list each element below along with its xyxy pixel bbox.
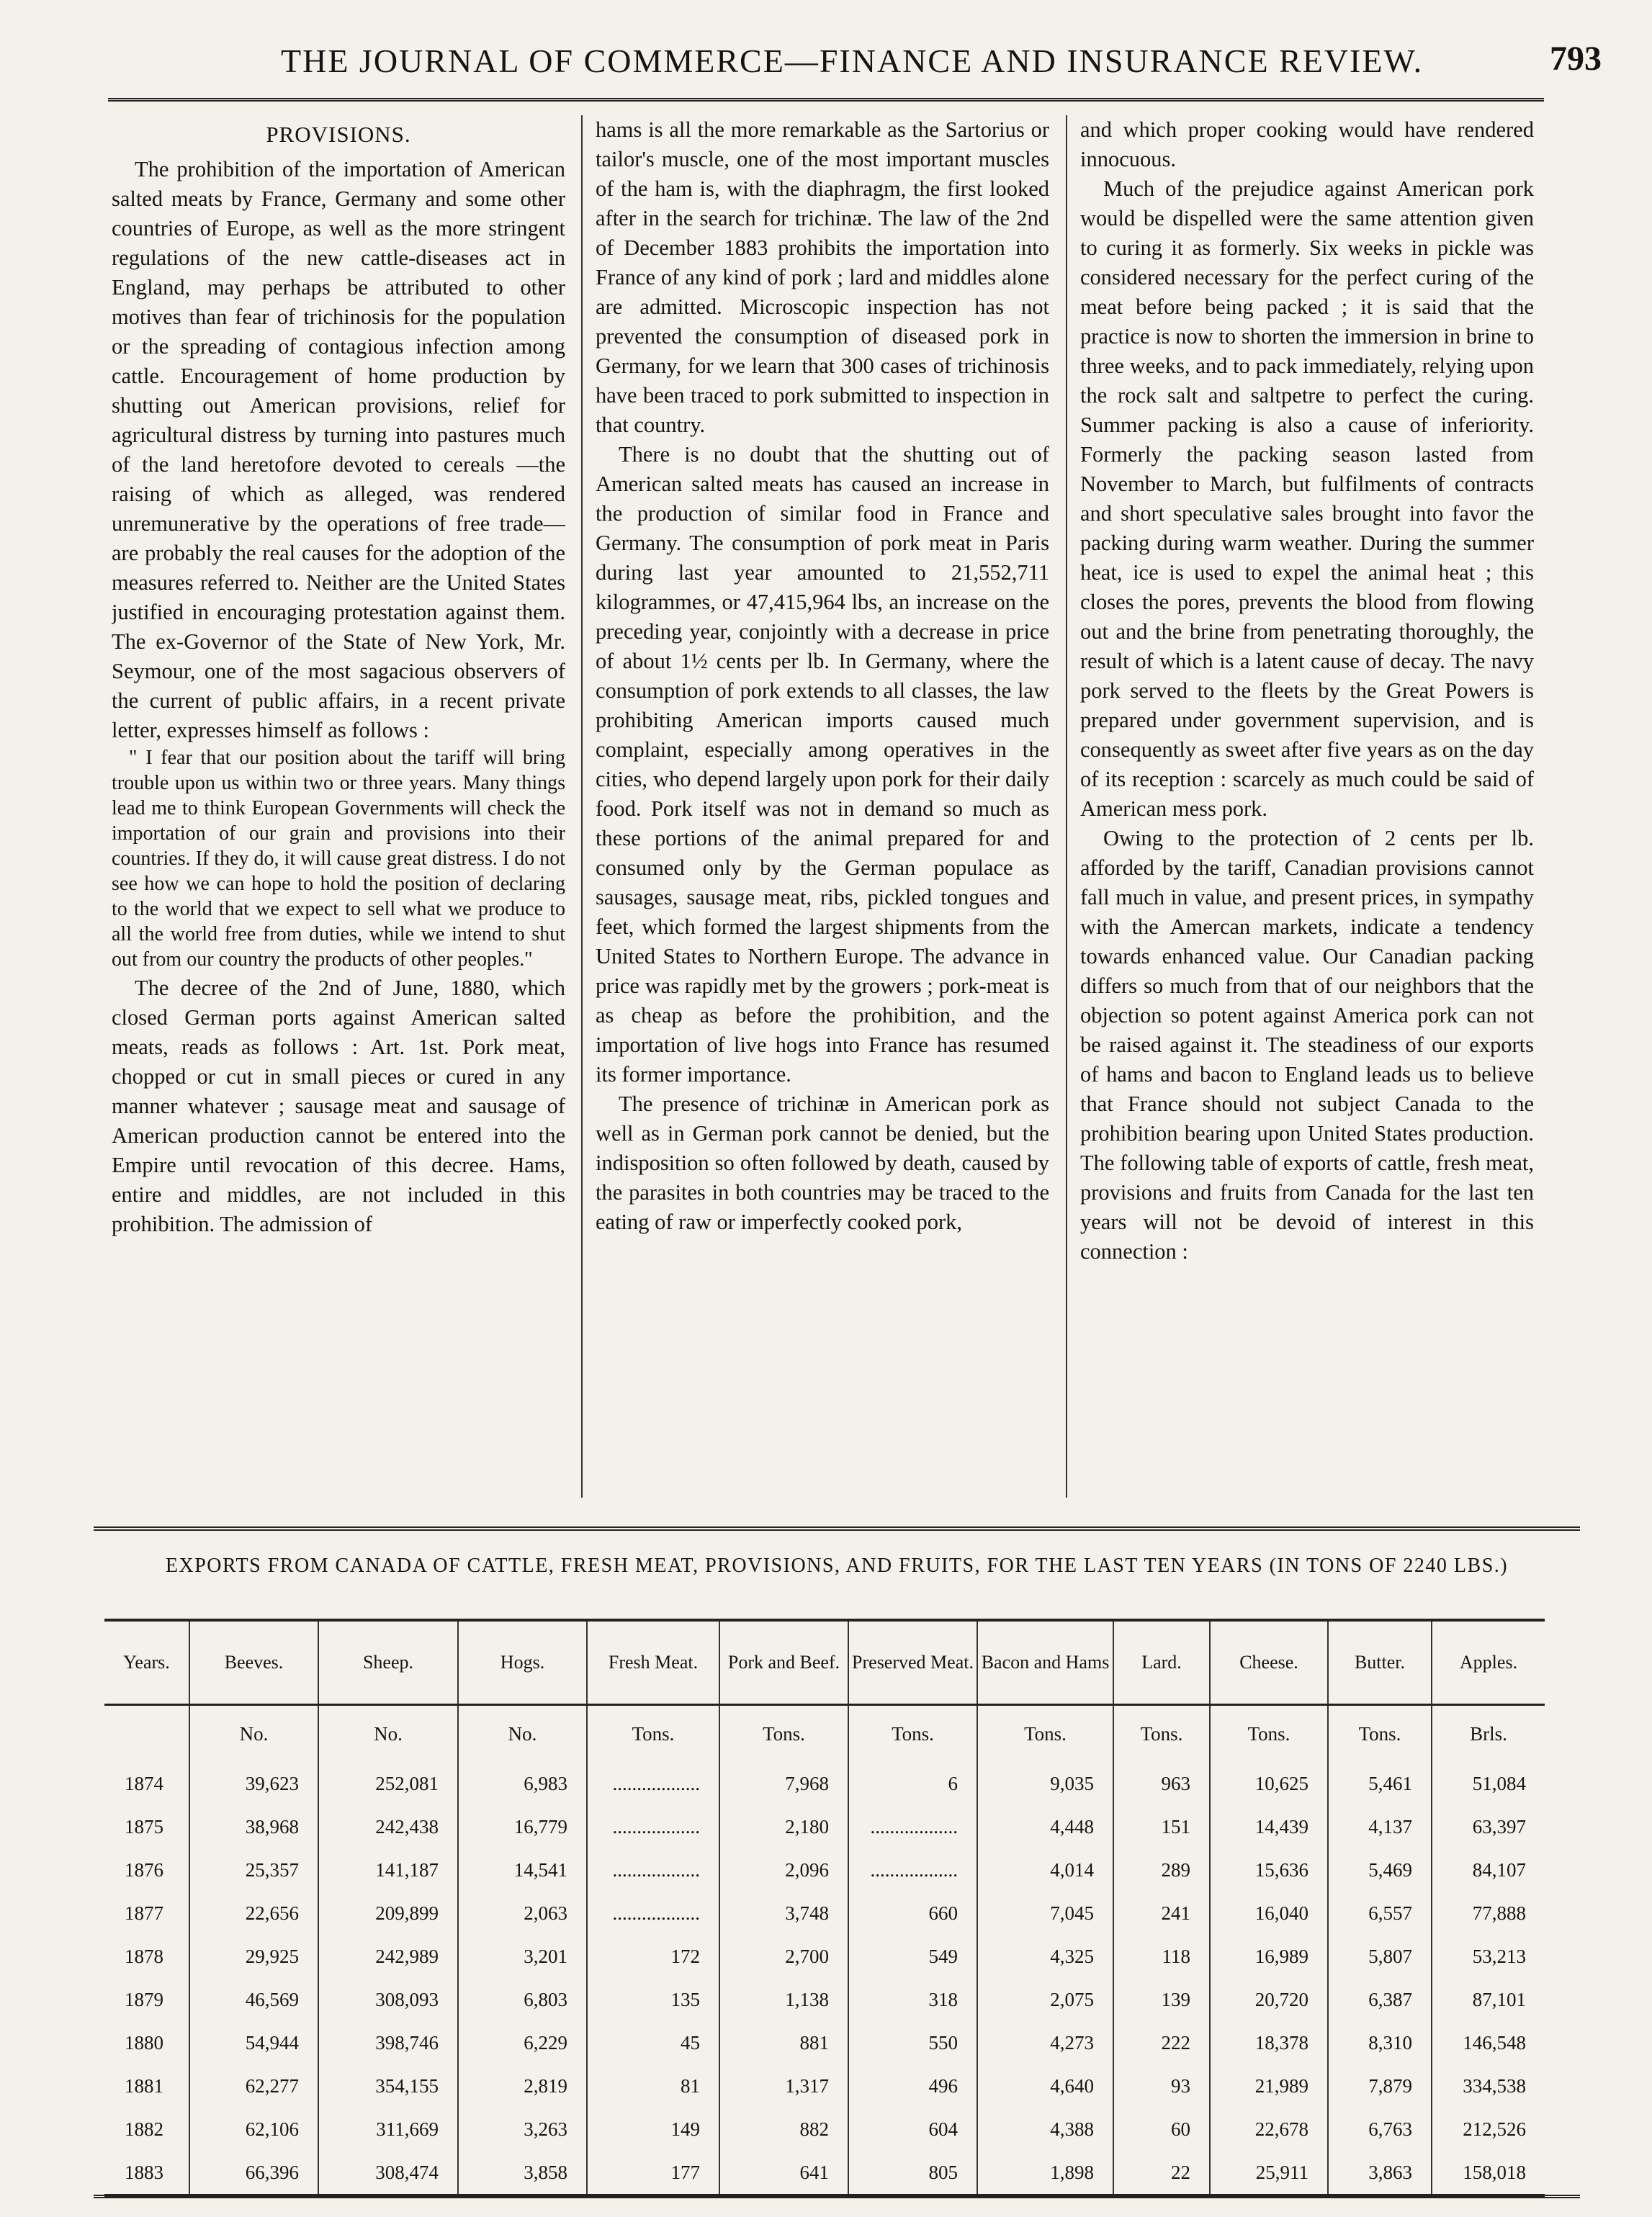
- value-cell: 1,317: [719, 2064, 848, 2108]
- paragraph: Owing to the protection of 2 cents per lb. afforded by the tariff, Canadian provisions cannot fall much in value, and present prices, in sympathy with the Amercan markets, indicate a tendency towards enhanced value. Our Canadian packing differs so much from that of our neighbors that the objection so potent against America pork can not be raised against it. The steadiness of our exports of hams and bacon to England leads us to believe that France should not subject Canada to the prohibition bearing upon United States production. The following table of exports of cattle, fresh meat, provisions and fruits from Canada for the last ten years will not be devoid of interest in this connection :: [1080, 826, 1534, 1264]
- value-cell: ..................: [848, 1848, 977, 1892]
- value-cell: 6,387: [1328, 1978, 1432, 2021]
- value-cell: 289: [1113, 1848, 1210, 1892]
- table-header-row: [104, 1620, 1545, 1705]
- year-cell: 1874: [104, 1762, 189, 1805]
- value-cell: 6,803: [458, 1978, 587, 2021]
- table-row: [104, 2151, 1545, 2195]
- column-header: Beeves.: [189, 1620, 318, 1705]
- value-cell: 242,989: [318, 1935, 458, 1978]
- column-header: Years.: [104, 1620, 189, 1705]
- value-cell: 354,155: [318, 2064, 458, 2108]
- value-cell: 311,669: [318, 2108, 458, 2151]
- table-row: [104, 1762, 1545, 1805]
- value-cell: 7,045: [977, 1892, 1113, 1935]
- value-cell: 318: [848, 1978, 977, 2021]
- value-cell: 16,040: [1210, 1892, 1328, 1935]
- value-cell: 151: [1113, 1805, 1210, 1848]
- value-cell: 496: [848, 2064, 977, 2108]
- paragraph: hams is all the more remarkable as the Sartorius or tailor's muscle, one of the most important muscles of the ham is, with the diaphragm, the first looked after in the search for trichinæ. The law of the 2nd of December 1883 prohibits the importation into France of any kind of pork ; lard and middles alone are admitted. Microscopic inspection has not prevented the consumption of diseased pork in Germany, for we learn that 300 cases of trichinosis have been traced to pork submitted to inspection in that country.: [596, 117, 1049, 437]
- seymour-quote: " I fear that our position about the tariff will bring trouble upon us within two or three years. Many things lead me to think European Governments will check the importation of our grain and provisions into their countries. If they do, it will cause great distress. I do not see how we can hope to hold the position of declaring to the world that we expect to sell what we produce to all the world free from duties, while we intend to shut out from our country the products of other peoples.": [112, 747, 565, 971]
- value-cell: 93: [1113, 2064, 1210, 2108]
- value-cell: 149: [587, 2108, 719, 2151]
- column-header: Sheep.: [318, 1620, 458, 1705]
- bottom-rule: [94, 2195, 1580, 2198]
- value-cell: 881: [719, 2021, 848, 2064]
- unit-cell: Tons.: [719, 1705, 848, 1763]
- value-cell: 308,474: [318, 2151, 458, 2195]
- value-cell: 4,137: [1328, 1805, 1432, 1848]
- value-cell: 14,439: [1210, 1805, 1328, 1848]
- value-cell: 5,469: [1328, 1848, 1432, 1892]
- value-cell: 77,888: [1472, 1902, 1526, 1924]
- column-header: Lard.: [1113, 1620, 1210, 1705]
- value-cell: 4,014: [977, 1848, 1113, 1892]
- value-cell: 550: [848, 2021, 977, 2064]
- year-cell: 1883: [104, 2151, 189, 2195]
- value-cell: 21,989: [1210, 2064, 1328, 2108]
- value-cell: 16,779: [458, 1805, 587, 1848]
- column-header: Butter.: [1328, 1620, 1432, 1705]
- value-cell: 60: [1113, 2108, 1210, 2151]
- paragraph: The presence of trichinæ in American pork as well as in German pork cannot be denied, but the indisposition so often followed by death, caused by the parasites in both countries may be traced to the eating of raw or imperfectly cooked pork,: [596, 1092, 1049, 1234]
- table-row: [104, 2021, 1545, 2064]
- value-cell: 177: [587, 2151, 719, 2195]
- value-cell: 3,858: [458, 2151, 587, 2195]
- value-cell: 3,863: [1328, 2151, 1432, 2195]
- value-cell: 18,378: [1210, 2021, 1328, 2064]
- value-cell: 5,461: [1328, 1762, 1432, 1805]
- table-row: [104, 1848, 1545, 1892]
- value-cell: 29,925: [189, 1935, 318, 1978]
- value-cell: 22: [1113, 2151, 1210, 2195]
- value-cell: ..................: [848, 1805, 977, 1848]
- value-cell: 4,273: [977, 2021, 1113, 2064]
- value-cell: ..................: [587, 1805, 719, 1848]
- value-cell: 15,636: [1210, 1848, 1328, 1892]
- header-rule: [108, 98, 1544, 102]
- table-top-rule: [94, 1526, 1580, 1531]
- value-cell: 46,569: [189, 1978, 318, 2021]
- value-cell: 222: [1113, 2021, 1210, 2064]
- value-cell: 62,277: [189, 2064, 318, 2108]
- value-cell: 242,438: [318, 1805, 458, 1848]
- year-cell: 1881: [104, 2064, 189, 2108]
- unit-cell: Tons.: [587, 1705, 719, 1763]
- unit-cell: No.: [458, 1705, 587, 1763]
- value-cell: 25,911: [1210, 2151, 1328, 2195]
- year-cell: 1882: [104, 2108, 189, 2151]
- value-cell: 38,968: [189, 1805, 318, 1848]
- column-header: Pork and Beef.: [719, 1620, 848, 1705]
- unit-cell: Tons.: [1210, 1705, 1328, 1763]
- table-body: [104, 1705, 1545, 2196]
- table-row: [104, 2064, 1545, 2108]
- units-row: [104, 1705, 1545, 1763]
- running-head: [108, 37, 1609, 88]
- value-cell: 158,018: [1432, 2151, 1545, 2195]
- paragraph: Much of the prejudice against American pork would be dispelled were the same attention given to curing it as formerly. Six weeks in pickle was considered necessary for the perfect curing of the meat before being packed ; it is said that the practice is now to shorten the immersion in brine to three weeks, and to pack immediately, relying upon the rock salt and saltpetre to perfect the curing. Summer packing is also a cause of inferiority. Formerly the packing season lasted from November to March, but fulfilments of contracts and short speculative sales brought into favor the packing during warm weather. During the summer heat, ice is used to expel the animal heat ; this closes the pores, prevents the blood from flowing out and the brine from penetrating thoroughly, the result of which is a latent cause of decay. The navy pork served to the fleets by the Great Powers is prepared under government supervision, and is consequently as sweet after five years as on the day of its reception : scarcely as much could be said of American mess pork.: [1080, 176, 1534, 821]
- column-header: Preserved Meat.: [848, 1620, 977, 1705]
- value-cell: 4,388: [977, 2108, 1113, 2151]
- exports-table: [104, 1619, 1545, 2197]
- value-cell: 3,263: [458, 2108, 587, 2151]
- value-cell: 53,213: [1472, 1945, 1526, 1967]
- value-cell: 135: [587, 1978, 719, 2021]
- unit-cell: No.: [189, 1705, 318, 1763]
- value-cell: ..................: [587, 1762, 719, 1805]
- value-cell: 141,187: [318, 1848, 458, 1892]
- value-cell: 805: [848, 2151, 977, 2195]
- value-cell: 3,748: [719, 1892, 848, 1935]
- value-cell: 6: [848, 1762, 977, 1805]
- value-cell: 6,229: [458, 2021, 587, 2064]
- column-header: Hogs.: [458, 1620, 587, 1705]
- value-cell: 146,548: [1463, 2031, 1526, 2054]
- value-cell: 16,989: [1210, 1935, 1328, 1978]
- value-cell: 3,201: [458, 1935, 587, 1978]
- value-cell: 5,807: [1328, 1935, 1432, 1978]
- value-cell: 209,899: [318, 1892, 458, 1935]
- table-row: [104, 1978, 1545, 2021]
- article-column-3: [1080, 115, 1534, 1498]
- year-cell: 1879: [104, 1978, 189, 2021]
- column-header: Bacon and Hams: [977, 1620, 1113, 1705]
- value-cell: 1,898: [977, 2151, 1113, 2195]
- value-cell: 660: [848, 1892, 977, 1935]
- value-cell: 7,968: [719, 1762, 848, 1805]
- year-cell: 1878: [104, 1935, 189, 1978]
- value-cell: 84,107: [1472, 1858, 1526, 1881]
- table-row: [104, 1935, 1545, 1978]
- unit-cell: No.: [318, 1705, 458, 1763]
- value-cell: 66,396: [189, 2151, 318, 2195]
- value-cell: 241: [1113, 1892, 1210, 1935]
- table-row: [104, 1892, 1545, 1935]
- value-cell: 22,656: [189, 1892, 318, 1935]
- value-cell: 882: [719, 2108, 848, 2151]
- table-row: [104, 1805, 1545, 1848]
- value-cell: 14,541: [458, 1848, 587, 1892]
- value-cell: 87,101: [1472, 1988, 1526, 2010]
- value-cell: 963: [1113, 1762, 1210, 1805]
- value-cell: 118: [1113, 1935, 1210, 1978]
- paragraph: There is no doubt that the shutting out of American salted meats has caused an increase in the production of similar food in France and Germany. The consumption of pork meat in Paris during last year amounted to 21,552,711 kilogrammes, or 47,415,964 lbs, an increase on the preceding year, conjointly with a decrease in price of about 1½ cents per lb. In Germany, where the consumption of pork extends to all classes, the law prohibiting American imports caused much complaint, especially among operatives in the cities, who depend largely upon pork for their daily food. Pork itself was not in demand so much as these portions of the animal prepared for and consumed only by the German populace as sausages, sausage meat, ribs, pickled tongues and feet, which formed the largest shipments from the United States to Northern Europe. The advance in price was rapidly met by the growers ; pork-meat is as cheap as before the prohibition, and the importation of live hogs into France has resumed its former importance.: [596, 442, 1049, 1087]
- value-cell: 62,106: [189, 2108, 318, 2151]
- unit-cell: Tons.: [977, 1705, 1113, 1763]
- value-cell: 139: [1113, 1978, 1210, 2021]
- year-cell: 1876: [104, 1848, 189, 1892]
- column-header: Cheese.: [1210, 1620, 1328, 1705]
- value-cell: 2,180: [719, 1805, 848, 1848]
- value-cell: 6,763: [1328, 2108, 1432, 2151]
- value-cell: 2,096: [719, 1848, 848, 1892]
- journal-title: THE JOURNAL OF COMMERCE—FINANCE AND INSURANCE REVIEW.: [281, 42, 1424, 79]
- value-cell: 549: [848, 1935, 977, 1978]
- unit-cell: Tons.: [1328, 1705, 1432, 1763]
- unit-cell: Tons.: [848, 1705, 977, 1763]
- value-cell: 39,623: [189, 1762, 318, 1805]
- value-cell: 7,879: [1328, 2064, 1432, 2108]
- paragraph: and which proper cooking would have rendered innocuous.: [1080, 117, 1534, 171]
- value-cell: 45: [587, 2021, 719, 2064]
- value-cell: ..................: [587, 1892, 719, 1935]
- value-cell: 8,310: [1328, 2021, 1432, 2064]
- value-cell: 4,325: [977, 1935, 1113, 1978]
- paragraph: The prohibition of the importation of American salted meats by France, Germany and some other countries of Europe, as well as the more stringent regulations of the new cattle-diseases act in England, may perhaps be attributed to other motives than fear of trichinosis for the population or the spreading of contagious infection among cattle. Encouragement of home production by shutting out American provisions, relief for agricultural distress by turning into pastures much of the land heretofore devoted to cereals —the raising of which as alleged, was rendered unremunerative by the operations of free trade—are probably the real causes for the adoption of the measures referred to. Neither are the United States justified in encouraging protestation against them. The ex-Governor of the State of New York, Mr. Seymour, one of the most sagacious observers of the current of public affairs, in a recent private letter, expresses himself as follows :: [112, 157, 565, 742]
- column-rule: [1066, 115, 1067, 1498]
- year-cell: 1875: [104, 1805, 189, 1848]
- value-cell: 22,678: [1210, 2108, 1328, 2151]
- column-rule: [581, 115, 583, 1498]
- article-column-2: [596, 115, 1049, 1498]
- value-cell: 9,035: [977, 1762, 1113, 1805]
- value-cell: ..................: [587, 1848, 719, 1892]
- value-cell: 172: [587, 1935, 719, 1978]
- year-cell: 1877: [104, 1892, 189, 1935]
- value-cell: 252,081: [318, 1762, 458, 1805]
- article-columns: [112, 115, 1534, 1498]
- value-cell: 308,093: [318, 1978, 458, 2021]
- column-header: Fresh Meat.: [587, 1620, 719, 1705]
- value-cell: 63,397: [1472, 1815, 1526, 1838]
- unit-cell: Brls.: [1470, 1722, 1507, 1745]
- unit-cell: [104, 1705, 189, 1763]
- column-header: Apples.: [1432, 1620, 1545, 1705]
- value-cell: 2,819: [458, 2064, 587, 2108]
- article-column-1: [112, 115, 565, 1498]
- table-title: EXPORTS FROM CANADA OF CATTLE, FRESH MEAT, PROVISIONS, AND FRUITS, FOR THE LAST TEN YEARS (IN TONS OF 2240 LBS.): [165, 1555, 1509, 1577]
- value-cell: 54,944: [189, 2021, 318, 2064]
- value-cell: 641: [719, 2151, 848, 2195]
- page-number: 793: [1550, 40, 1602, 78]
- value-cell: 6,983: [458, 1762, 587, 1805]
- paragraph: The decree of the 2nd of June, 1880, which closed German ports against American salted meats, reads as follows : Art. 1st. Pork meat, chopped or cut in small pieces or cured in any manner whatever ; sausage meat and sausage of American production cannot be entered into the Empire until revocation of this decree. Hams, entire and middles, are not included in this prohibition. The admission of: [112, 976, 565, 1236]
- value-cell: 81: [587, 2064, 719, 2108]
- value-cell: 4,448: [977, 1805, 1113, 1848]
- value-cell: 604: [848, 2108, 977, 2151]
- value-cell: 51,084: [1472, 1772, 1526, 1794]
- table-row: [104, 2108, 1545, 2151]
- value-cell: 10,625: [1210, 1762, 1328, 1805]
- value-cell: 212,526: [1463, 2118, 1526, 2140]
- value-cell: 2,075: [977, 1978, 1113, 2021]
- value-cell: 2,700: [719, 1935, 848, 1978]
- section-title: PROVISIONS.: [266, 122, 411, 147]
- value-cell: 25,357: [189, 1848, 318, 1892]
- value-cell: 20,720: [1210, 1978, 1328, 2021]
- value-cell: 2,063: [458, 1892, 587, 1935]
- value-cell: 4,640: [977, 2064, 1113, 2108]
- value-cell: 334,538: [1463, 2074, 1526, 2097]
- value-cell: 1,138: [719, 1978, 848, 2021]
- value-cell: 6,557: [1328, 1892, 1432, 1935]
- value-cell: 398,746: [318, 2021, 458, 2064]
- year-cell: 1880: [104, 2021, 189, 2064]
- unit-cell: Tons.: [1113, 1705, 1210, 1763]
